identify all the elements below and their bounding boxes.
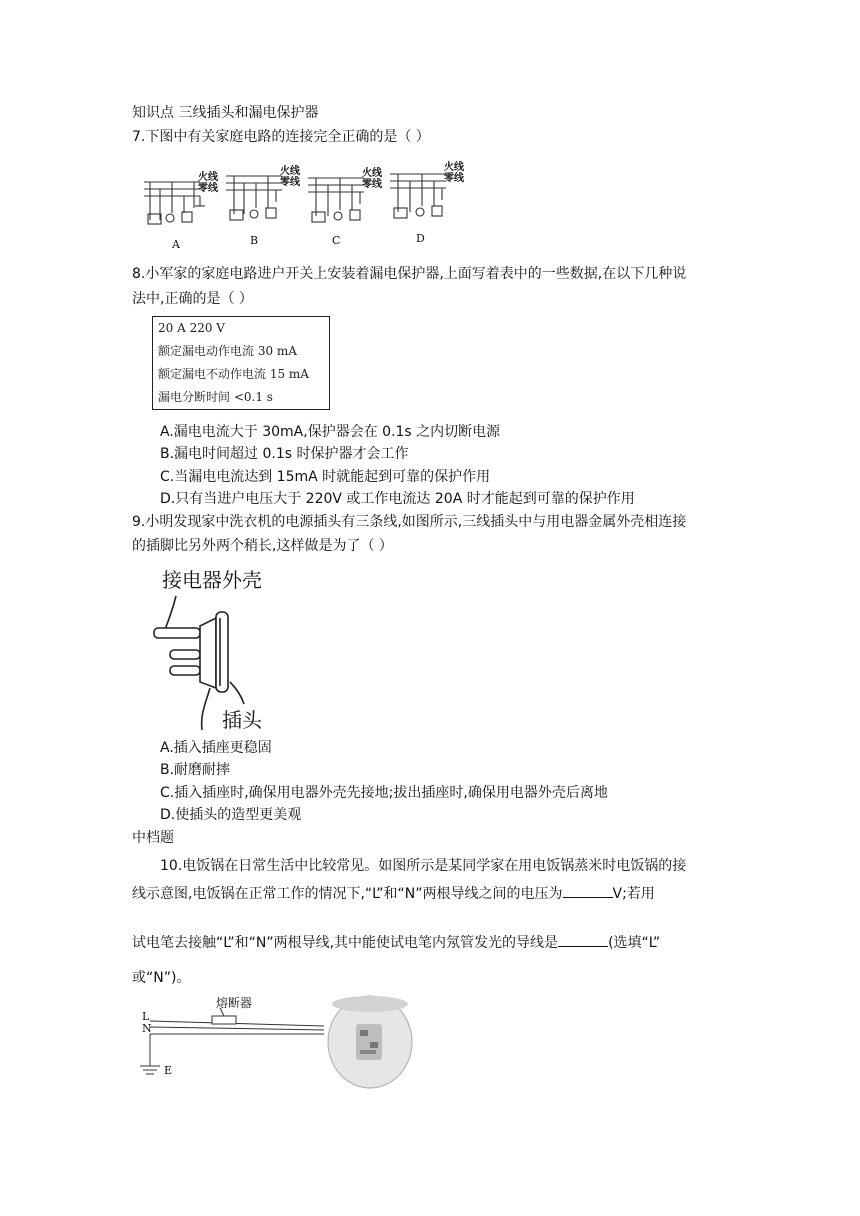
q8-stem-line1: 8.小军家的家庭电路进户开关上安装着漏电保护器,上面写着表中的一些数据,在以下几种说	[132, 266, 687, 282]
q7-label-c: 火线 零线	[362, 168, 382, 190]
q9-stem-line2: 的插脚比另外两个稍长,这样做是为了（ ）	[132, 538, 393, 554]
q9-option-b: B.耐磨耐摔	[160, 762, 231, 778]
q10-blank-voltage[interactable]	[563, 883, 613, 898]
q10-blank-wire[interactable]	[558, 932, 608, 947]
q10-earth-label: E	[164, 1064, 173, 1077]
q10-line2: 线示意图,电饭锅在正常工作的情况下,“L”和“N”两根导线之间的电压为 V;若用	[132, 883, 655, 904]
q10-line3: 试电笔去接触“L”和“N”两根导线,其中能使试电笔内氖管发光的导线是 (选填“L”	[132, 932, 660, 953]
q9-label-case: 接电器外壳	[162, 568, 262, 592]
q8-option-d: D.只有当进户电压大于 220V 或工作电流达 20A 时才能起到可靠的保护作用	[160, 491, 635, 507]
q7-option-c-label: C	[332, 234, 341, 247]
q10-line4: 或“N”)。	[132, 970, 191, 986]
section-heading-middle: 中档题	[132, 830, 174, 846]
q9-label-plug: 插头	[222, 708, 262, 732]
q10-line1: 10.电饭锅在日常生活中比较常见。如图所示是某同学家在用电饭锅蒸米时电饭锅的接	[160, 858, 687, 874]
q9-option-d: D.使插头的造型更美观	[160, 807, 302, 823]
q9-plug-figure	[150, 562, 290, 734]
q7-label-b: 火线 零线	[280, 166, 300, 188]
q9-stem-line1: 9.小明发现家中洗衣机的电源插头有三条线,如图所示,三线插头中与用电器金属外壳相连接	[132, 514, 687, 530]
q8-table-row: 20 A 220 V	[158, 321, 225, 335]
q8-table-row: 漏电分断时间 <0.1 s	[158, 390, 273, 404]
q9-option-a: A.插入插座更稳固	[160, 740, 272, 756]
q7-option-a-label: A	[172, 238, 180, 251]
section-title: 知识点 三线插头和漏电保护器	[132, 105, 319, 121]
q7-option-d-label: D	[416, 232, 425, 245]
q7-circuit-figure	[138, 158, 478, 254]
q10-wire-n-label: N	[142, 1022, 152, 1035]
q7-label-a: 火线 零线	[198, 172, 218, 194]
q8-option-c: C.当漏电电流达到 15mA 时就能起到可靠的保护作用	[160, 469, 491, 485]
q7-label-d: 火线 零线	[444, 162, 464, 184]
q7-option-b-label: B	[250, 234, 259, 247]
q10-fuse-label: 熔断器	[216, 996, 253, 1010]
q8-option-b: B.漏电时间超过 0.1s 时保护器才会工作	[160, 446, 409, 462]
q7-stem: 7.下图中有关家庭电路的连接完全正确的是（ ）	[132, 129, 430, 145]
q8-option-a: A.漏电电流大于 30mA,保护器会在 0.1s 之内切断电源	[160, 424, 501, 440]
q8-table-row: 额定漏电动作电流 30 mA	[158, 344, 297, 358]
q8-table-row: 额定漏电不动作电流 15 mA	[158, 367, 309, 381]
q8-stem-line2: 法中,正确的是（ ）	[132, 291, 253, 307]
q9-option-c: C.插入插座时,确保用电器外壳先接地;拔出插座时,确保用电器外壳后离地	[160, 785, 608, 801]
q10-wire-l-label: L	[142, 1010, 150, 1023]
q10-rice-cooker-figure	[134, 994, 424, 1090]
q8-data-table	[152, 316, 330, 410]
